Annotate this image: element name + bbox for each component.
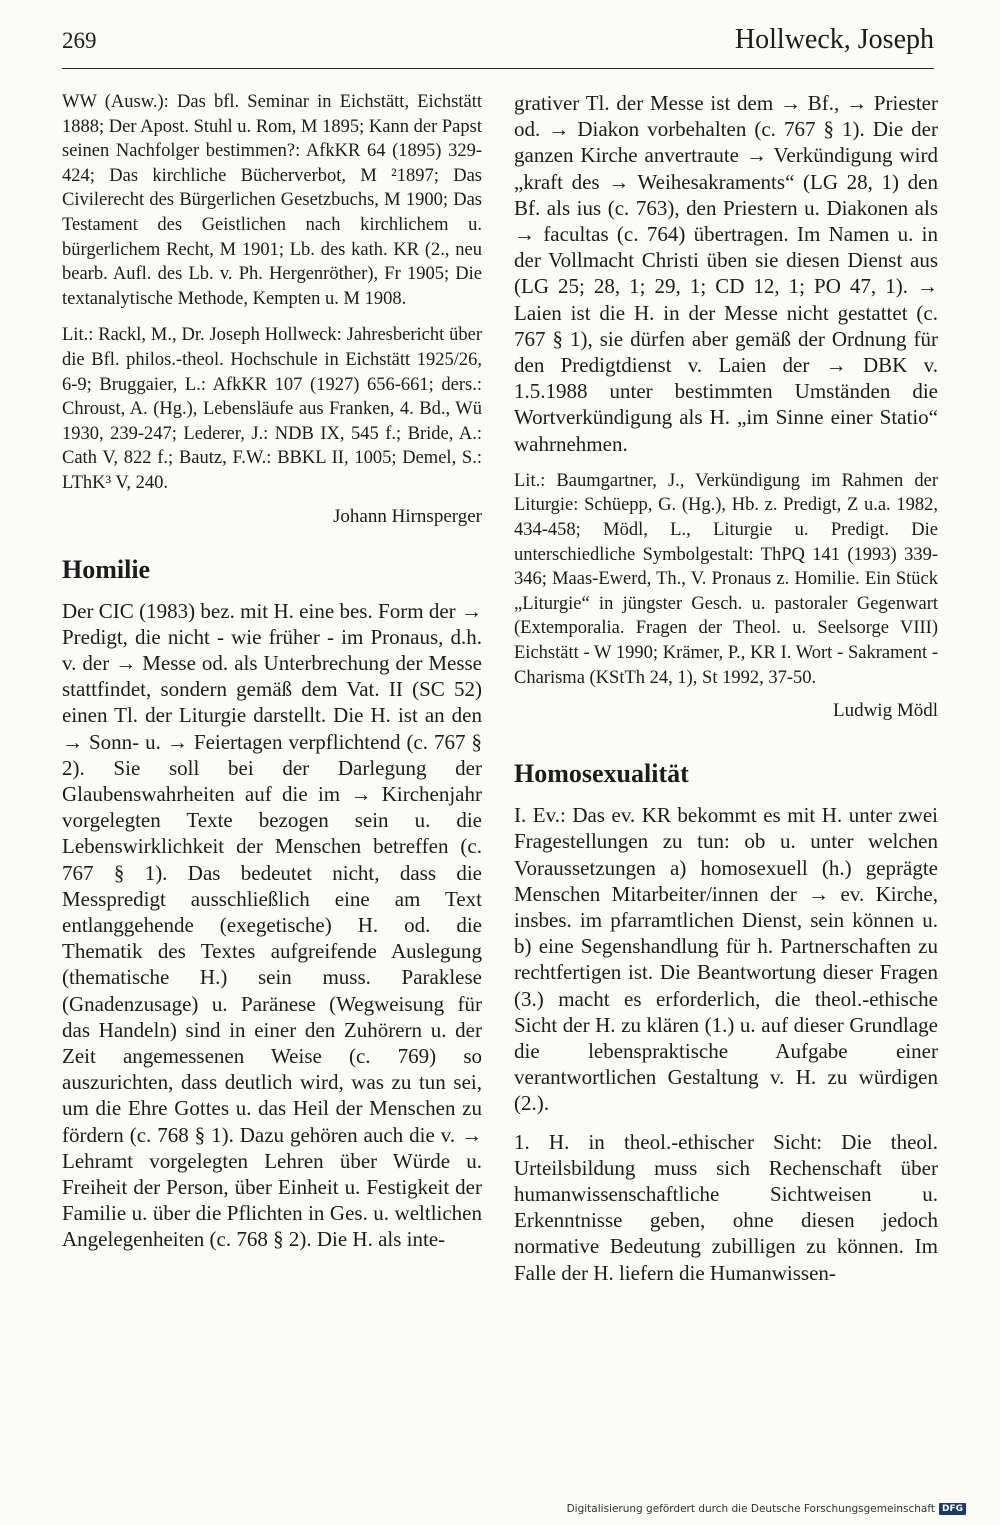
footer-credit xyxy=(567,1503,966,1515)
running-head: Hollweck, Joseph xyxy=(734,24,934,55)
entry-heading: Homilie xyxy=(62,554,151,584)
credit-text: Digitalisierung gefördert durch die Deutsche Forschungsgemeinschaft xyxy=(566,1503,935,1515)
entry-body-continued: grativer Tl. der Messe ist dem → Bf., → Priester od. → Diakon vorbehalten (c. 767 § 1). Die der ganzen Kirche anvertraute → Verkündigung wird „kraft des → Weihesakraments“ (LG 28, 1) den Bf. als ius (c. 763), den Priestern u. Diakonen als → facultas (c. 764) übertragen. Im Namen u. in der Vollmacht Christi üben sie diesen Dienst aus (LG 25; 28, 1; 29, 1; CD 12, 1; PO 47, 1). → Laien ist die H. in der Messe nicht gestattet (c. 767 § 1), sie dürfen aber gemäß der Ordnung für den Predigtdienst v. Laien der → DBK v. 1.5.1988 unter bestimmten Umständen die Wortverkündigung als H. „im Sinne einer Statio“ wahrnehmen. xyxy=(514,91,938,456)
entry-heading: Homosexualität xyxy=(514,759,689,789)
entry-body: Der CIC (1983) bez. mit H. eine bes. Form der → Predigt, die nicht - wie früher - im Pronaus, d.h. v. der → Messe od. als Unterbrechung der Messe stattfindet, sondern gemäß dem Vat. II (SC 52) einen Tl. der Liturgie darstellt. Die H. ist an den → Sonn- u. → Feiertagen verpflichtend (c. 767 § 2). Sie soll bei der Darlegung der Glaubenswahrheiten auf die im → Kirchenjahr vorgelegten Texte bezogen sein u. die Lebenswirklichkeit der Menschen betreffen (c. 767 § 1). Das bedeutet nicht, dass die Messpredigt ausschließlich eine am Text entlanggehende (exegetische) H. od. die Thematik des Textes aufgreifende Auslegung (thematische H.) sein muss. Paraklese (Gnadenzusage) u. Paränese (Wegweisung für das Handeln) sind in einer den Zuhörern u. der Zeit angemessenen Weise (c. 769) so auszurichten, dass deutlich wird, was zu tun sei, um die Ehre Gottes u. das Heil der Menschen zu fördern (c. 768 § 1). Dazu gehören auch die v. → Lehramt vorgelegten Lehren über Würde u. Freiheit der Person, über Einheit u. Festigkeit der Familie u. über die Pflichten in Ges. u. weltlichen Angelegenheiten (c. 768 § 2). Die H. als inte- xyxy=(62,598,482,1252)
works-list: WW (Ausw.): Das bfl. Seminar in Eichstätt, Eichstätt 1888; Der Apost. Stuhl u. Rom, M 1895; Kann der Papst seinen Nachfolger bestimmen?: AfkKR 64 (1895) 329-424; Das kirchliche Bücherverbot, M ²1897; Das Civilerecht des Bürgerlichen Gesetzbuchs, M 1900; Das Testament des Geistlichen nach kirchlichem u. bürgerlichem Recht, M 1901; Lb. des kath. KR (2., neu bearb. Aufl. des Lb. v. Ph. Hergenröther), Fr 1905; Die textanalytische Methode, Kempten u. M 1908. xyxy=(62,92,482,309)
literature-list: Lit.: Rackl, M., Dr. Joseph Hollweck: Jahresbericht über die Bfl. philos.-theol. Hochschule in Eichstätt 1925/26, 6-9; Bruggaier, L.: AfkKR 107 (1927) 656-661; ders.: Chroust, A. (Hg.), Lebensläufe aus Franken, 4. Bd., Wü 1930, 239-247; Lederer, J.: NDB IX, 545 f.; Bride, A.: Cath V, 822 f.; Bautz, F.W.: BBKL II, 1005; Demel, S.: LThK³ V, 240. xyxy=(62,325,482,493)
author-signature: Johann Hirnsperger xyxy=(333,505,482,527)
author-signature: Ludwig Mödl xyxy=(832,700,938,722)
dfg-logo: DFG xyxy=(939,1503,966,1515)
entry-intro: I. Ev.: Das ev. KR bekommt es mit H. unter zwei Fragestellungen zu tun: ob u. unter welchen Voraussetzungen a) homosexuell (h.) geprägte Menschen Mitarbeiter/innen der → ev. Kirche, insbes. im pfarramtlichen Dienst, sein können u. b) eine Segenshandlung für h. Partnerschaften zu rechtfertigen ist. Die Beantwortung dieser Fragen (3.) macht es erforderlich, die theol.-ethische Sicht der H. zu klären (1.) u. auf dieser Grundlage die lebenspraktische Aufgabe einer verantwortlichen Gestaltung v. H. zu würdigen (2.). xyxy=(514,803,938,1116)
literature-list: Lit.: Baumgartner, J., Verkündigung im Rahmen der Liturgie: Schüepp, G. (Hg.), Hb. z. Predigt, Z u.a. 1982, 434-458; Mödl, L., Liturgie u. Predigt. Die unterschiedliche Symbolgestalt: ThPQ 141 (1993) 339-346; Maas-Ewerd, Th., V. Pronaus z. Homilie. Ein Stück „Liturgie“ in jüngster Gesch. u. pastoraler Gegenwart (Extemporalia. Fragen der Theol. u. Seelsorge VIII) Eichstätt - W 1990; Krämer, P., KR I. Wort - Sakrament - Charisma (KStTh 24, 1), St 1992, 37-50. xyxy=(514,470,938,688)
page-header xyxy=(62,24,934,69)
page-number: 269 xyxy=(62,28,97,53)
entry-section: 1. H. in theol.-ethischer Sicht: Die theol. Urteilsbildung muss sich Rechenschaft über humanwissenschaftliche Sichtweisen u. Erkenntnisse geben, ohne diesen jedoch normative Bedeutung zubilligen zu können. Im Falle der H. liefern die Humanwissen- xyxy=(514,1129,938,1285)
left-column xyxy=(62,90,482,1253)
right-column xyxy=(514,90,938,1286)
